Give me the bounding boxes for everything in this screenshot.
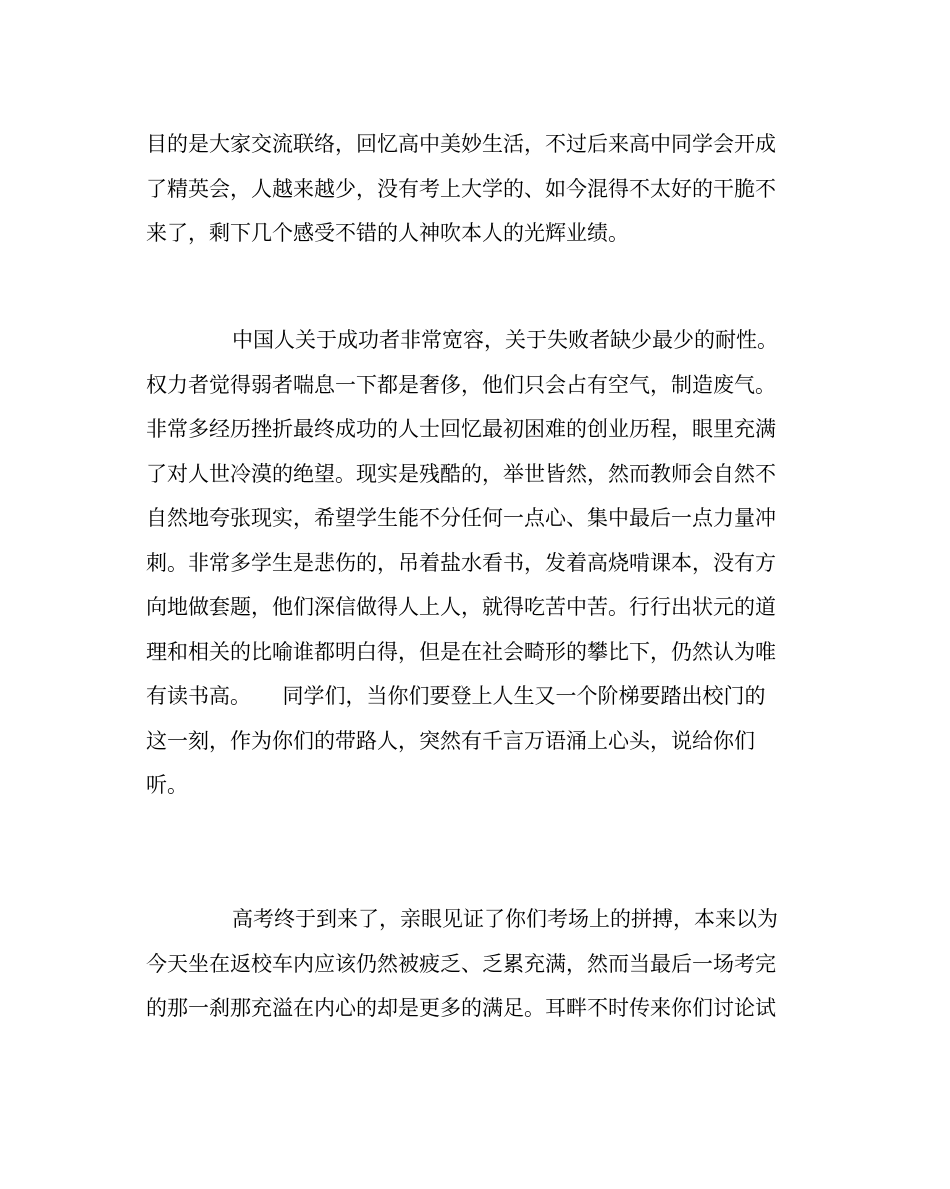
text-line: 自然地夸张现实，希望学生能不分任何一点心、集中最后一点力量冲 (146, 506, 776, 530)
text-line: 权力者觉得弱者喘息一下都是奢侈，他们只会占有空气，制造废气。 (146, 372, 776, 397)
text-line: 来了，剩下几个感受不错的人神吹本人的光辉业绩。 (146, 221, 629, 245)
text-line: 的那一刹那充溢在内心的却是更多的满足。耳畔不时传来你们讨论试 (146, 996, 776, 1020)
text-line: 了精英会，人越来越少，没有考上大学的、如今混得不太好的干脆不 (146, 176, 776, 201)
text-line: 有读书高。 同学们，当你们要登上人生又一个阶梯要踏出校门的 (146, 684, 766, 708)
paragraph-1 (146, 122, 776, 256)
paragraph-2 (146, 318, 778, 808)
text-line: 非常多经历挫折最终成功的人士回忆最初困难的创业历程，眼里充满 (146, 417, 776, 441)
text-line: 听。 (146, 773, 188, 797)
paragraph-3 (146, 897, 778, 1031)
text-line: 高考终于到来了，亲眼见证了你们考场上的拼搏，本来以为 (232, 907, 778, 931)
text-line: 了对人世冷漠的绝望。现实是残酷的，举世皆然，然而教师会自然不 (146, 461, 776, 486)
text-line: 向地做套题，他们深信做得人上人，就得吃苦中苦。行行出状元的道 (146, 595, 776, 619)
text-line: 这一刻，作为你们的带路人，突然有千言万语涌上心头，说给你们 (146, 728, 755, 753)
text-line: 理和相关的比喻谁都明白得，但是在社会畸形的攀比下，仍然认为唯 (146, 639, 776, 664)
text-line: 目的是大家交流联络，回忆高中美妙生活，不过后来高中同学会开成 (146, 132, 776, 156)
text-line: 刺。非常多学生是悲伤的，吊着盐水看书，发着高烧啃课本，没有方 (146, 550, 776, 575)
text-line: 中国人关于成功者非常宽容，关于失败者缺少最少的耐性。 (232, 328, 778, 352)
text-line: 今天坐在返校车内应该仍然被疲乏、乏累充满，然而当最后一场考完 (146, 951, 776, 976)
